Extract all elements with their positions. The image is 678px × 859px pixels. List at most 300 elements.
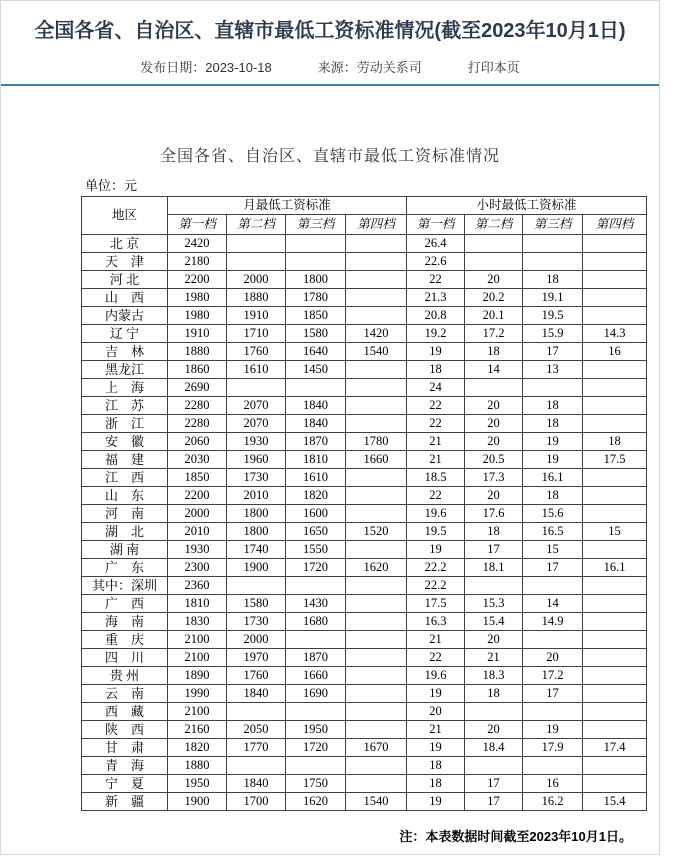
wage-cell (583, 685, 647, 703)
region-cell: 内蒙古 (82, 307, 168, 325)
page-title: 全国各省、自治区、直辖市最低工资标准情况(截至2023年10月1日) (34, 20, 626, 42)
wage-cell: 1880 (227, 289, 286, 307)
wage-cell (583, 649, 647, 667)
wage-cell: 1820 (168, 739, 227, 757)
meta-row (1, 57, 659, 76)
region-cell: 天 津 (82, 253, 168, 271)
wage-cell: 1600 (286, 505, 346, 523)
source: 来源：劳动关系司 (317, 60, 422, 75)
wage-cell: 21 (407, 631, 465, 649)
table-row (82, 685, 647, 703)
wage-cell: 1730 (227, 469, 286, 487)
unit-label: 单位：元 (85, 178, 138, 193)
wage-cell: 13 (523, 361, 583, 379)
table-row (82, 487, 647, 505)
wage-cell: 1800 (227, 523, 286, 541)
wage-cell: 18 (523, 487, 583, 505)
region-cell: 贵 州 (82, 667, 168, 685)
wage-cell: 19.1 (523, 289, 583, 307)
wage-cell: 17.5 (407, 595, 465, 613)
wage-cell: 19 (523, 433, 583, 451)
region-cell: 北 京 (82, 235, 168, 253)
table-row (82, 505, 647, 523)
table-row (82, 775, 647, 793)
wage-cell (583, 577, 647, 595)
wage-cell: 1540 (346, 793, 407, 811)
wage-cell (346, 235, 407, 253)
wage-cell: 18.4 (465, 739, 523, 757)
wage-cell: 20 (523, 649, 583, 667)
region-cell: 湖 北 (82, 523, 168, 541)
region-header-cell: 地区 (82, 197, 168, 235)
wage-cell: 18 (465, 685, 523, 703)
wage-cell: 17.5 (583, 451, 647, 469)
wage-cell (583, 397, 647, 415)
wage-cell (286, 577, 346, 595)
region-cell: 广 西 (82, 595, 168, 613)
wage-cell: 1750 (286, 775, 346, 793)
wage-cell: 1980 (168, 307, 227, 325)
wage-cell: 16 (523, 775, 583, 793)
wage-cell: 1670 (346, 739, 407, 757)
wage-cell: 21.3 (407, 289, 465, 307)
region-cell: 新 疆 (82, 793, 168, 811)
wage-cell: 2200 (168, 271, 227, 289)
wage-cell: 1690 (286, 685, 346, 703)
wage-cell: 19.2 (407, 325, 465, 343)
wage-cell: 21 (407, 433, 465, 451)
wage-cell: 19 (523, 451, 583, 469)
table-row (82, 703, 647, 721)
wage-cell (583, 595, 647, 613)
wage-cell (523, 703, 583, 721)
wage-cell (227, 379, 286, 397)
wage-cell: 16 (583, 343, 647, 361)
wage-cell (465, 577, 523, 595)
wage-cell: 1660 (286, 667, 346, 685)
wage-cell (465, 253, 523, 271)
wage-cell: 22 (407, 487, 465, 505)
wage-cell: 17 (523, 343, 583, 361)
wage-cell: 22 (407, 649, 465, 667)
wage-cell (346, 469, 407, 487)
wage-cell: 1840 (227, 775, 286, 793)
wage-cell: 19.5 (407, 523, 465, 541)
wage-cell (465, 703, 523, 721)
wage-cell: 1610 (227, 361, 286, 379)
wage-cell (346, 649, 407, 667)
wage-cell: 19.6 (407, 667, 465, 685)
wage-cell: 2070 (227, 397, 286, 415)
wage-cell: 19 (407, 343, 465, 361)
wage-cell: 20.5 (465, 451, 523, 469)
wage-cell: 2050 (227, 721, 286, 739)
wage-cell: 17 (523, 685, 583, 703)
wage-cell: 2280 (168, 397, 227, 415)
wage-cell: 17.2 (465, 325, 523, 343)
wage-cell: 1870 (286, 433, 346, 451)
table-title: 全国各省、自治区、直辖市最低工资标准情况 (159, 148, 500, 165)
wage-cell: 22.6 (407, 253, 465, 271)
wage-cell: 17 (465, 775, 523, 793)
print-page-link[interactable]: 打印本页 (467, 60, 520, 75)
wage-cell: 1910 (227, 307, 286, 325)
wage-cell: 2100 (168, 631, 227, 649)
wage-cell: 16.5 (523, 523, 583, 541)
wage-cell (346, 505, 407, 523)
table-header-row-groups (82, 197, 647, 215)
wage-cell: 1850 (168, 469, 227, 487)
wage-cell (346, 775, 407, 793)
wage-cell: 2160 (168, 721, 227, 739)
wage-cell: 22 (407, 397, 465, 415)
wage-cell: 1430 (286, 595, 346, 613)
wage-cell: 17.4 (583, 739, 647, 757)
wage-cell: 22 (407, 415, 465, 433)
wage-cell: 20.1 (465, 307, 523, 325)
wage-cell: 1580 (286, 325, 346, 343)
wage-cell: 2200 (168, 487, 227, 505)
wage-cell (523, 631, 583, 649)
table-row (82, 433, 647, 451)
wage-cell: 19 (407, 793, 465, 811)
wage-cell: 1680 (286, 613, 346, 631)
wage-cell: 1610 (286, 469, 346, 487)
wage-cell: 1550 (286, 541, 346, 559)
region-cell: 安 徽 (82, 433, 168, 451)
wage-cell: 1990 (168, 685, 227, 703)
wage-cell: 1650 (286, 523, 346, 541)
wage-cell: 1960 (227, 451, 286, 469)
wage-cell: 14.9 (523, 613, 583, 631)
wage-cell (286, 703, 346, 721)
table-row (82, 793, 647, 811)
wage-cell: 15.4 (465, 613, 523, 631)
wage-cell: 18 (407, 361, 465, 379)
wage-cell: 18 (523, 397, 583, 415)
wage-cell (583, 469, 647, 487)
wage-cell (346, 667, 407, 685)
table-row (82, 595, 647, 613)
wage-cell (583, 541, 647, 559)
wage-cell (583, 667, 647, 685)
wage-cell: 1820 (286, 487, 346, 505)
wage-cell: 18.3 (465, 667, 523, 685)
wage-cell: 1870 (286, 649, 346, 667)
wage-cell: 22.2 (407, 577, 465, 595)
table-row (82, 271, 647, 289)
region-cell: 江 西 (82, 469, 168, 487)
wage-cell: 1840 (286, 397, 346, 415)
wage-cell (583, 703, 647, 721)
wage-cell: 2420 (168, 235, 227, 253)
wage-cell: 2360 (168, 577, 227, 595)
wage-cell: 20.2 (465, 289, 523, 307)
table-row (82, 379, 647, 397)
wage-cell: 1760 (227, 343, 286, 361)
wage-cell: 1720 (286, 559, 346, 577)
region-cell: 海 南 (82, 613, 168, 631)
wage-cell: 20.8 (407, 307, 465, 325)
region-cell: 吉 林 (82, 343, 168, 361)
wage-cell (346, 541, 407, 559)
wage-cell (583, 775, 647, 793)
table-row (82, 667, 647, 685)
wage-cell: 1810 (286, 451, 346, 469)
table-row (82, 325, 647, 343)
wage-cell: 19 (523, 721, 583, 739)
table-row (82, 541, 647, 559)
wage-cell: 21 (407, 721, 465, 739)
wage-cell: 1900 (168, 793, 227, 811)
wage-cell: 1620 (346, 559, 407, 577)
wage-cell (583, 757, 647, 775)
wage-cell (583, 253, 647, 271)
wage-cell (346, 397, 407, 415)
wage-table-body (82, 235, 647, 811)
wage-cell: 2030 (168, 451, 227, 469)
wage-cell (227, 235, 286, 253)
wage-cell (583, 505, 647, 523)
wage-cell: 15 (523, 541, 583, 559)
wage-cell: 21 (465, 649, 523, 667)
table-row (82, 631, 647, 649)
hourly-tier2-header-cell: 第二档 (465, 215, 523, 235)
wage-cell: 18 (523, 271, 583, 289)
wage-cell (346, 703, 407, 721)
wage-cell (583, 307, 647, 325)
wage-cell: 22.2 (407, 559, 465, 577)
wage-cell: 1910 (168, 325, 227, 343)
wage-cell (286, 757, 346, 775)
wage-cell (286, 631, 346, 649)
wage-cell (346, 379, 407, 397)
wage-cell: 1520 (346, 523, 407, 541)
wage-table (81, 196, 647, 811)
wage-cell: 1880 (168, 343, 227, 361)
wage-cell (227, 253, 286, 271)
hourly-tier3-header-cell: 第三档 (523, 215, 583, 235)
wage-cell: 17 (523, 559, 583, 577)
wage-cell: 17.2 (523, 667, 583, 685)
region-cell: 青 海 (82, 757, 168, 775)
wage-cell: 20 (465, 271, 523, 289)
wage-cell: 18.1 (465, 559, 523, 577)
wage-cell (286, 235, 346, 253)
wage-cell: 1420 (346, 325, 407, 343)
wage-cell: 17.9 (523, 739, 583, 757)
wage-cell: 20 (465, 397, 523, 415)
wage-cell: 1830 (168, 613, 227, 631)
wage-cell: 22 (407, 271, 465, 289)
wage-cell: 14 (523, 595, 583, 613)
wage-cell (523, 577, 583, 595)
region-cell: 上 海 (82, 379, 168, 397)
region-cell: 河 南 (82, 505, 168, 523)
region-cell: 陕 西 (82, 721, 168, 739)
wage-cell (346, 361, 407, 379)
wage-cell: 1770 (227, 739, 286, 757)
wage-cell: 2010 (168, 523, 227, 541)
wage-cell: 1950 (286, 721, 346, 739)
wage-cell: 21 (407, 451, 465, 469)
wage-cell: 14 (465, 361, 523, 379)
table-row (82, 415, 647, 433)
table-row (82, 649, 647, 667)
wage-cell (346, 289, 407, 307)
region-cell: 湖 南 (82, 541, 168, 559)
wage-cell (346, 487, 407, 505)
wage-cell: 1840 (286, 415, 346, 433)
wage-cell: 15.6 (523, 505, 583, 523)
wage-cell: 1450 (286, 361, 346, 379)
wage-cell: 1930 (168, 541, 227, 559)
wage-cell: 19.6 (407, 505, 465, 523)
wage-cell: 18 (407, 757, 465, 775)
wage-cell: 1700 (227, 793, 286, 811)
table-row (82, 451, 647, 469)
wage-cell: 2000 (227, 271, 286, 289)
table-row (82, 307, 647, 325)
wage-cell: 1880 (168, 757, 227, 775)
wage-cell: 16.1 (523, 469, 583, 487)
wage-cell (583, 415, 647, 433)
wage-cell: 1810 (168, 595, 227, 613)
wage-cell (465, 379, 523, 397)
monthly-tier2-header-cell: 第二档 (227, 215, 286, 235)
region-cell: 其中：深圳 (82, 577, 168, 595)
wage-cell: 19 (407, 541, 465, 559)
region-cell: 西 藏 (82, 703, 168, 721)
hourly-group-header-cell: 小时最低工资标准 (407, 197, 647, 215)
wage-cell: 2100 (168, 649, 227, 667)
wage-cell: 1720 (286, 739, 346, 757)
wage-cell (227, 703, 286, 721)
wage-cell (583, 271, 647, 289)
wage-cell: 1800 (286, 271, 346, 289)
region-cell: 黑龙江 (82, 361, 168, 379)
table-row (82, 721, 647, 739)
wage-cell (227, 577, 286, 595)
wage-cell: 18 (407, 775, 465, 793)
wage-cell (523, 379, 583, 397)
wage-cell: 1890 (168, 667, 227, 685)
wage-cell (465, 757, 523, 775)
wage-cell (583, 235, 647, 253)
wage-cell: 1970 (227, 649, 286, 667)
hourly-tier1-header-cell: 第一档 (407, 215, 465, 235)
wage-cell (286, 379, 346, 397)
wage-cell (583, 721, 647, 739)
wage-cell: 17 (465, 541, 523, 559)
wage-cell: 2280 (168, 415, 227, 433)
wage-cell: 2000 (168, 505, 227, 523)
wage-cell (346, 685, 407, 703)
wage-cell: 1840 (227, 685, 286, 703)
table-row (82, 739, 647, 757)
wage-cell: 1850 (286, 307, 346, 325)
wage-cell (346, 307, 407, 325)
wage-cell: 1580 (227, 595, 286, 613)
wage-cell: 1760 (227, 667, 286, 685)
wage-cell: 1660 (346, 451, 407, 469)
region-cell: 江 苏 (82, 397, 168, 415)
table-row (82, 577, 647, 595)
wage-cell: 16.1 (583, 559, 647, 577)
page-header (1, 1, 659, 86)
table-row (82, 361, 647, 379)
wage-cell: 20 (465, 631, 523, 649)
wage-cell: 1900 (227, 559, 286, 577)
wage-cell (346, 595, 407, 613)
wage-cell: 2070 (227, 415, 286, 433)
wage-cell: 2060 (168, 433, 227, 451)
wage-cell: 18 (465, 523, 523, 541)
wage-cell (583, 631, 647, 649)
wage-cell (523, 235, 583, 253)
wage-cell: 1860 (168, 361, 227, 379)
wage-cell: 20 (465, 433, 523, 451)
wage-cell (346, 721, 407, 739)
wage-cell: 2010 (227, 487, 286, 505)
hourly-tier4-header-cell: 第四档 (583, 215, 647, 235)
wage-cell (346, 271, 407, 289)
wage-cell: 1640 (286, 343, 346, 361)
wage-cell: 26.4 (407, 235, 465, 253)
monthly-tier3-header-cell: 第三档 (286, 215, 346, 235)
table-row (82, 559, 647, 577)
wage-cell: 2180 (168, 253, 227, 271)
region-cell: 山 西 (82, 289, 168, 307)
table-row (82, 757, 647, 775)
region-cell: 河 北 (82, 271, 168, 289)
wage-cell: 2690 (168, 379, 227, 397)
region-cell: 宁 夏 (82, 775, 168, 793)
wage-cell: 24 (407, 379, 465, 397)
table-row (82, 397, 647, 415)
wage-cell: 18.5 (407, 469, 465, 487)
wage-cell: 15.9 (523, 325, 583, 343)
region-cell: 广 东 (82, 559, 168, 577)
wage-cell: 1620 (286, 793, 346, 811)
table-row (82, 235, 647, 253)
wage-cell: 1800 (227, 505, 286, 523)
wage-cell: 1950 (168, 775, 227, 793)
region-cell: 云 南 (82, 685, 168, 703)
wage-cell: 1730 (227, 613, 286, 631)
wage-cell: 14.3 (583, 325, 647, 343)
wage-cell: 19 (407, 685, 465, 703)
wage-cell (583, 289, 647, 307)
wage-cell (346, 577, 407, 595)
wage-cell: 20 (407, 703, 465, 721)
table-row (82, 469, 647, 487)
wage-cell: 1780 (346, 433, 407, 451)
wage-cell: 17.3 (465, 469, 523, 487)
region-cell: 山 东 (82, 487, 168, 505)
wage-cell: 1740 (227, 541, 286, 559)
wage-cell (346, 415, 407, 433)
wage-cell: 2100 (168, 703, 227, 721)
wage-cell: 17.6 (465, 505, 523, 523)
wage-cell (346, 613, 407, 631)
wage-cell (346, 253, 407, 271)
region-cell: 浙 江 (82, 415, 168, 433)
wage-cell: 15.4 (583, 793, 647, 811)
wage-cell: 18 (465, 343, 523, 361)
wage-cell (227, 757, 286, 775)
wage-cell: 18 (523, 415, 583, 433)
